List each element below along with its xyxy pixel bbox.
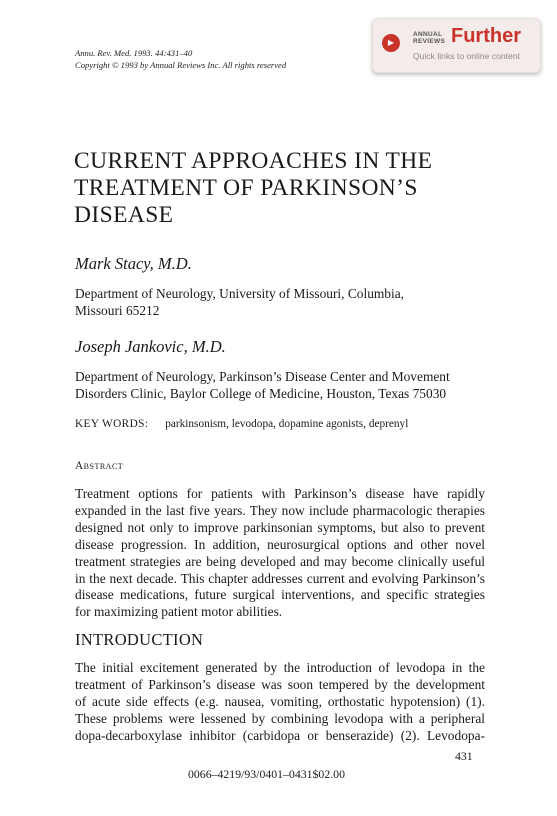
introduction-heading: INTRODUCTION — [75, 630, 204, 649]
citation-header — [75, 47, 286, 71]
keywords-text: parkinsonism, levodopa, dopamine agonists, deprenyl — [165, 418, 409, 430]
author-name: Mark Stacy, M.D. — [75, 254, 192, 273]
page-number: 431 — [455, 749, 473, 763]
further-badge[interactable] — [372, 18, 541, 73]
abstract-heading: Abstract — [75, 460, 124, 472]
title-line: CURRENT APPROACHES IN THE — [74, 148, 433, 174]
badge-brand: Further — [451, 25, 521, 47]
article-title — [74, 148, 514, 229]
citation-journal: Annu. Rev. Med. 1993. 44:431–40 — [75, 48, 193, 58]
annual-reviews-logo-icon: ▶ — [382, 34, 400, 52]
title-line: TREATMENT OF PARKINSON’S — [74, 175, 418, 201]
article-identifier: 0066–4219/93/0401–0431$02.00 — [188, 767, 345, 781]
author-name: Joseph Jankovic, M.D. — [75, 337, 226, 356]
introduction-paragraph: The initial excitement generated by the introduction of levodopa in the treatment of Parkinson’s disease was soon tempered by the development of acute side effects (e.g. nausea, vomiting, orthostatic hypotension) (1). These problems were lessened by combining levodopa with a peripheral dopa-decarboxylase inhibitor (carbidopa or benserazide) (2). Levodopa- — [75, 660, 485, 743]
author-affiliation: Department of Neurology, Parkinson’s Disease Center and Movement Disorders Clinic, Baylor College of Medicine, Houston, Texas 75030 — [75, 369, 450, 401]
title-line: DISEASE — [74, 202, 174, 228]
abstract-paragraph: Treatment options for patients with Parkinson’s disease have rapidly expanded in the last five years. They now include pharmacologic therapies designed not only to improve parkinsonian symptoms, but also to prevent disease progression. In addition, neurosurgical options and other novel treatment strategies are being developed and may become clinically useful in the next decade. This chapter addresses current and evolving Parkinson’s disease medications, future surgical interventions, and specific strategies for maximizing patient motor abilities. — [75, 486, 485, 620]
keywords-label: KEY WORDS: — [75, 418, 149, 430]
badge-publisher: ANNUAL REVIEWS — [413, 31, 446, 45]
author-affiliation: Department of Neurology, University of Missouri, Columbia, Missouri 65212 — [75, 286, 405, 318]
citation-copyright: Copyright © 1993 by Annual Reviews Inc. All rights reserved — [75, 60, 287, 70]
badge-tagline: Quick links to online content — [413, 51, 521, 61]
keywords — [75, 418, 408, 430]
